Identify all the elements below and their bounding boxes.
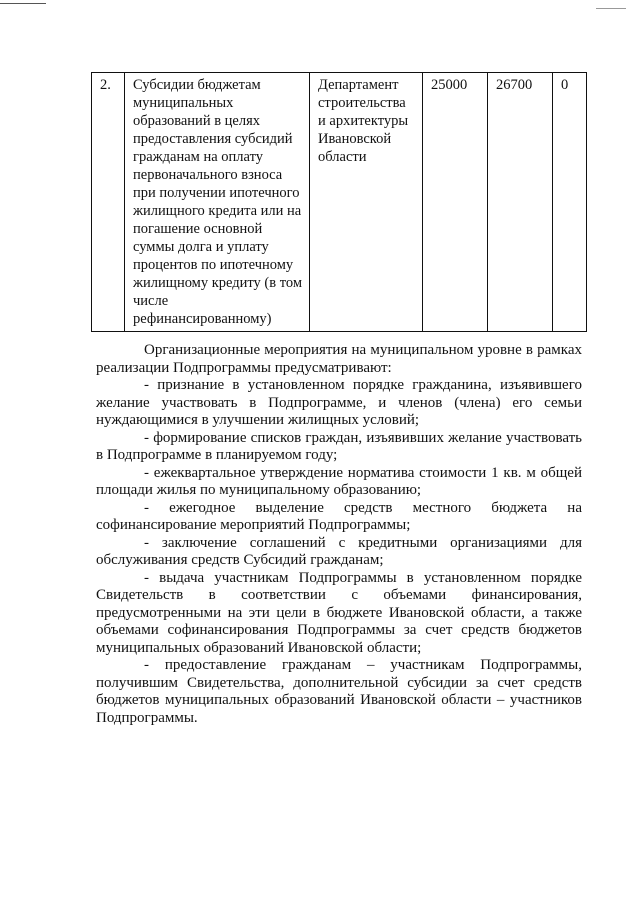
body-text bbox=[96, 342, 582, 727]
row-value-2: 26700 bbox=[488, 73, 553, 332]
list-item: - заключение соглашений с кредитными организациями для обслуживания средств Субсидий гражданам; bbox=[96, 534, 582, 568]
table-row bbox=[92, 73, 587, 332]
list-item: - признание в установленном порядке гражданина, изъявившего желание участвовать в Подпрограмме, и членов (члена) его семьи нуждающимися в улучшении жилищных условий; bbox=[96, 377, 582, 428]
list-item: - ежеквартальное утверждение норматива стоимости 1 кв. м общей площади жилья по муниципальному образованию; bbox=[96, 464, 582, 498]
list-item: - формирование списков граждан, изъявивших желание участвовать в Подпрограмме в планируемом году; bbox=[96, 429, 582, 463]
row-value-3: 0 bbox=[553, 73, 587, 332]
list-item: - ежегодное выделение средств местного бюджета на софинансирование мероприятий Подпрограммы; bbox=[96, 499, 582, 533]
list-item: - выдача участникам Подпрограммы в установленном порядке Свидетельств в соответствии с объемами финансирования, предусмотренными на эти цели в бюджете Ивановской области, а также объемами софинансирования Подпрограммы за счет средств бюджетов муниципальных образований Ивановской области; bbox=[96, 569, 582, 656]
row-number: 2. bbox=[92, 73, 125, 332]
funding-table bbox=[91, 72, 587, 332]
list-item: - предоставление гражданам – участникам Подпрограммы, получившим Свидетельства, дополнительной субсидии за счет средств бюджетов муниципальных образований Ивановской области – участников Подпрограммы. bbox=[96, 657, 582, 726]
row-description: Субсидии бюджетам муниципальных образований в целях предоставления субсидий гражданам на оплату первоначального взноса при получении ипотечного жилищного кредита или на погашение основной суммы долга и уплату процентов по ипотечному жилищному кредиту (в том числе рефинансированному) bbox=[125, 73, 310, 332]
scan-mark-top-right bbox=[596, 8, 626, 9]
row-executor: Департамент строительства и архитектуры Ивановской области bbox=[310, 73, 423, 332]
row-value-1: 25000 bbox=[423, 73, 488, 332]
scan-mark-top-left bbox=[0, 3, 46, 4]
intro-paragraph: Организационные мероприятия на муниципальном уровне в рамках реализации Подпрограммы предусматривают: bbox=[96, 342, 582, 376]
